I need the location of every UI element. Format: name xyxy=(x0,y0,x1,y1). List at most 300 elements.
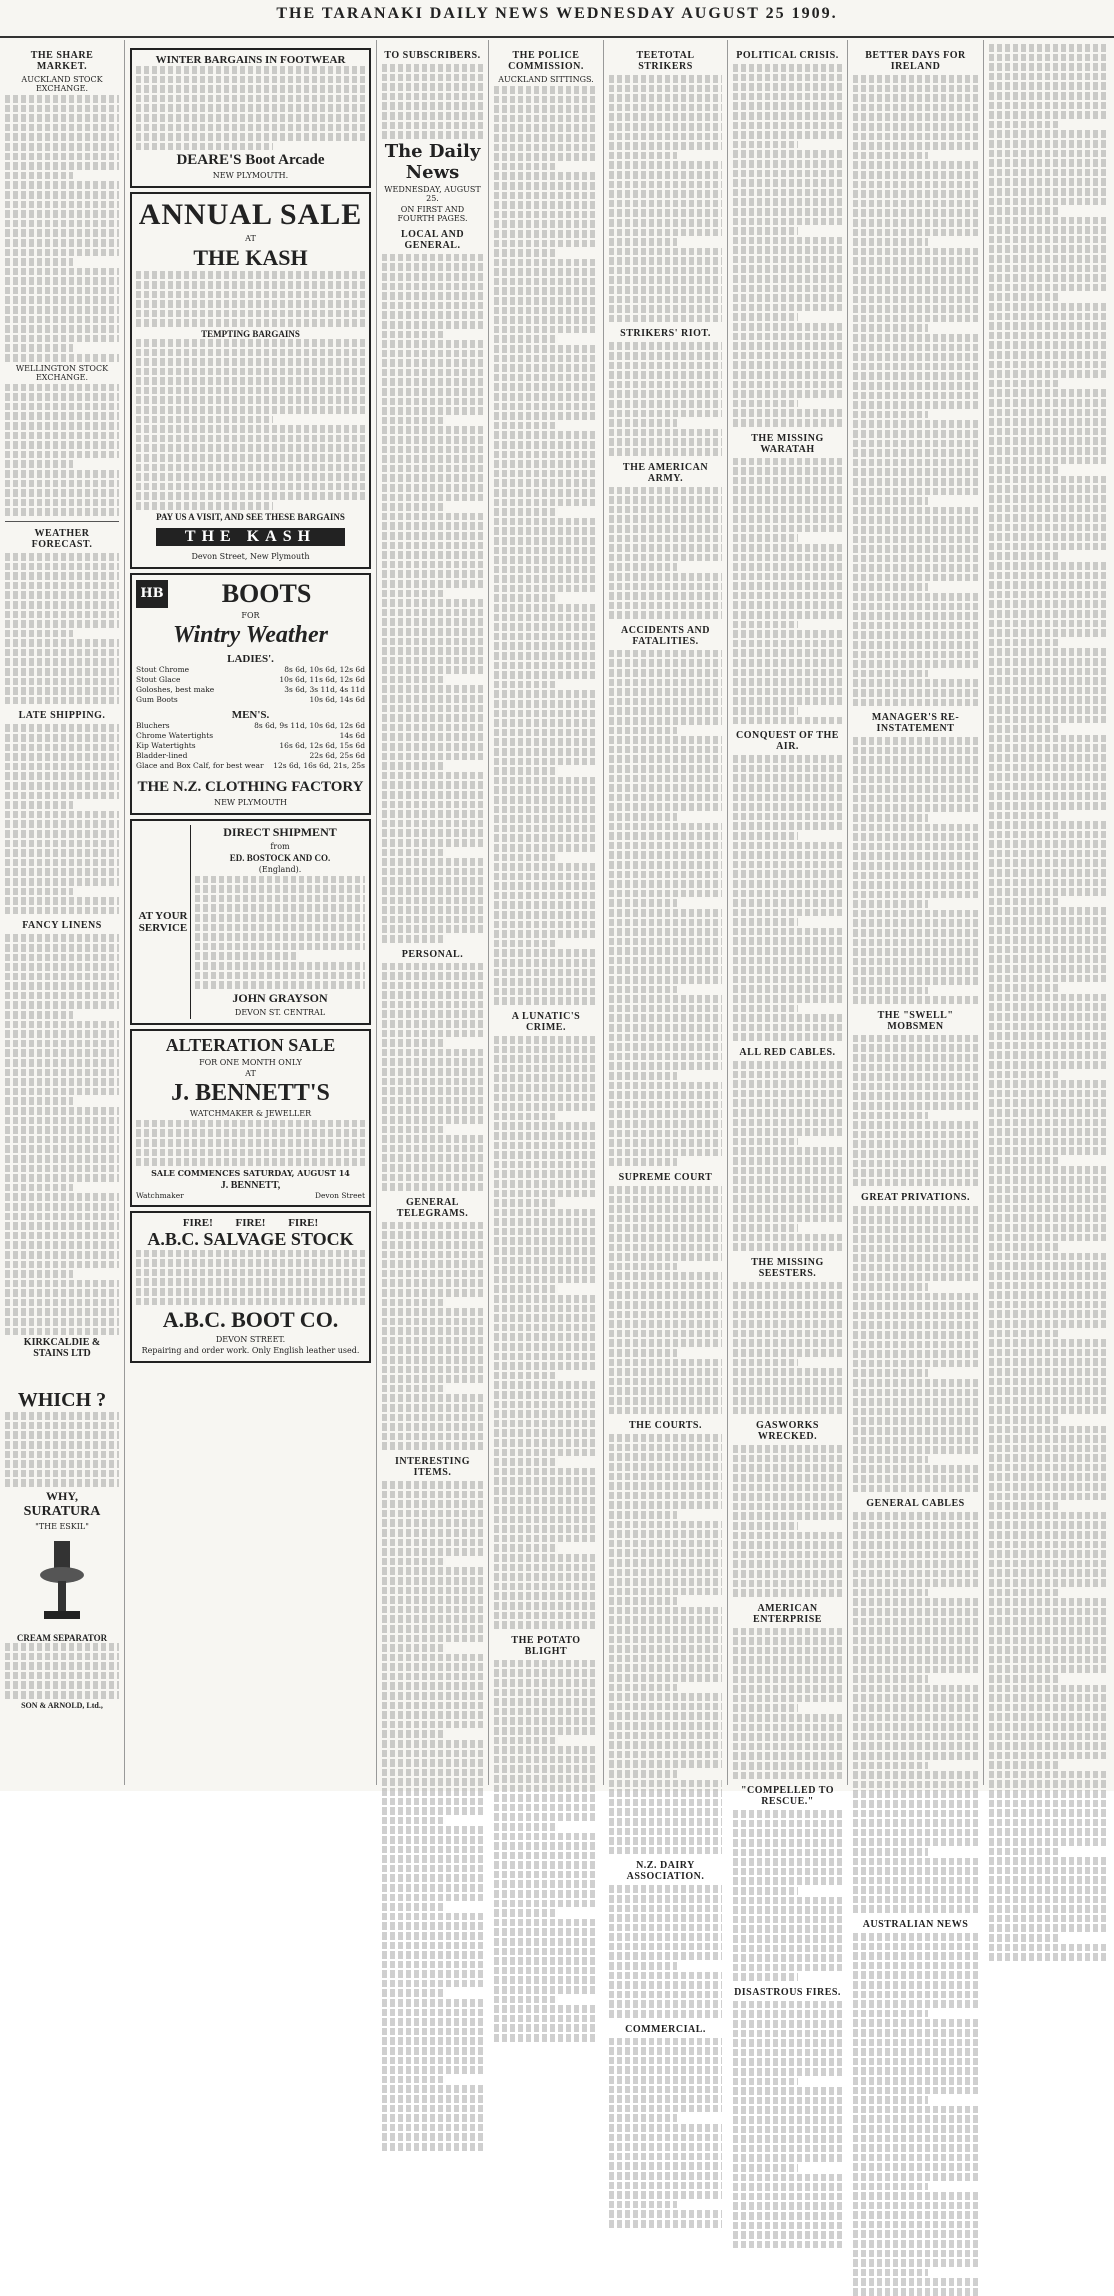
text-line xyxy=(609,1205,722,1213)
text-line xyxy=(989,1253,1109,1261)
column-6 xyxy=(728,40,848,1998)
text-line xyxy=(733,621,798,629)
text-line xyxy=(853,1981,978,1989)
text-line xyxy=(494,1986,598,1994)
text-line xyxy=(609,2105,722,2113)
text-line xyxy=(733,1695,842,1703)
text-line xyxy=(136,377,365,385)
text-line xyxy=(494,1823,556,1831)
text-line xyxy=(382,340,483,348)
price-row xyxy=(136,675,365,685)
text-line xyxy=(609,1751,722,1759)
text-line xyxy=(609,2124,722,2132)
text-line xyxy=(989,629,1109,637)
text-line xyxy=(609,75,722,83)
text-line xyxy=(494,403,598,411)
text-line xyxy=(494,719,598,727)
text-line xyxy=(989,1349,1109,1357)
text-line xyxy=(494,1842,598,1850)
text-line xyxy=(494,930,598,938)
text-line xyxy=(5,239,119,247)
text-line xyxy=(382,522,483,530)
text-line xyxy=(5,403,119,411)
text-line xyxy=(733,1349,842,1357)
text-line xyxy=(733,1407,842,1415)
text-line xyxy=(989,898,1061,906)
text-line xyxy=(5,1232,119,1240)
text-line xyxy=(494,1785,598,1793)
text-line xyxy=(494,441,598,449)
text-line xyxy=(853,1073,978,1081)
text-line xyxy=(494,192,598,200)
text-line xyxy=(382,714,483,722)
text-line xyxy=(853,2211,978,2219)
text-line xyxy=(609,1511,677,1519)
text-line xyxy=(989,1042,1109,1050)
text-line xyxy=(609,976,722,984)
text-line xyxy=(989,1473,1109,1481)
text-line xyxy=(609,1924,722,1932)
text-line xyxy=(989,1243,1061,1251)
column-4 xyxy=(489,40,604,1785)
text-line xyxy=(853,1092,978,1100)
text-line xyxy=(494,786,598,794)
text-line xyxy=(733,1551,842,1559)
text-line xyxy=(853,545,978,553)
text-line xyxy=(494,796,598,804)
text-line xyxy=(609,2201,677,2209)
text-line xyxy=(853,440,978,448)
price-row xyxy=(136,685,365,695)
text-line xyxy=(733,458,842,466)
text-line xyxy=(733,1733,842,1741)
text-line xyxy=(733,1945,842,1953)
text-line xyxy=(494,901,598,909)
text-line xyxy=(853,1943,978,1951)
text-line xyxy=(5,907,119,915)
text-line xyxy=(733,1906,842,1914)
text-line xyxy=(989,293,1061,301)
text-line xyxy=(609,381,722,389)
text-line xyxy=(382,1318,483,1326)
text-line xyxy=(853,1369,928,1377)
text-line xyxy=(382,1759,483,1767)
text-line xyxy=(733,2135,842,2143)
text-line xyxy=(989,1109,1109,1117)
text-line xyxy=(382,1587,483,1595)
price-row xyxy=(136,665,365,675)
text-line xyxy=(609,794,722,802)
text-line xyxy=(609,113,722,121)
text-line xyxy=(733,189,842,197)
text-line xyxy=(494,1621,598,1629)
text-line xyxy=(382,2105,483,2113)
text-line xyxy=(382,1654,483,1662)
text-line xyxy=(494,1324,598,1332)
text-line xyxy=(989,620,1109,628)
text-line xyxy=(5,678,119,686)
text-line xyxy=(733,755,842,763)
text-line xyxy=(382,1682,483,1690)
text-line xyxy=(733,649,842,657)
text-line xyxy=(494,1113,556,1121)
text-line xyxy=(494,1333,598,1341)
text-line xyxy=(853,1905,978,1913)
text-line xyxy=(733,218,842,226)
text-line xyxy=(494,1199,556,1207)
text-line xyxy=(382,1375,483,1383)
text-line xyxy=(5,1107,119,1115)
text-line xyxy=(494,134,598,142)
text-line xyxy=(136,416,273,424)
text-line xyxy=(382,1951,483,1959)
text-line xyxy=(733,1014,842,1022)
text-line xyxy=(609,1434,722,1442)
text-line xyxy=(853,929,978,937)
text-line xyxy=(989,879,1109,887)
text-line xyxy=(989,1205,1109,1213)
text-line xyxy=(5,451,119,459)
text-line xyxy=(989,1234,1109,1242)
text-line xyxy=(853,1952,978,1960)
reinstatement-heading: MANAGER'S RE-INSTATEMENT xyxy=(871,712,960,735)
text-line xyxy=(853,2183,928,2191)
text-line xyxy=(609,161,722,169)
text-line xyxy=(609,602,722,610)
text-line xyxy=(609,842,722,850)
text-line xyxy=(5,724,119,732)
text-line xyxy=(733,1147,842,1155)
text-line xyxy=(494,1554,598,1562)
text-line xyxy=(733,1897,842,1905)
text-line xyxy=(382,2057,483,2065)
winter-bargains-heading: WINTER BARGAINS IN FOOTWEAR xyxy=(155,54,346,66)
text-line xyxy=(5,849,119,857)
text-line xyxy=(853,1886,978,1894)
text-line xyxy=(609,1473,722,1481)
text-line xyxy=(853,1618,978,1626)
text-line xyxy=(382,2009,483,2017)
text-line xyxy=(853,1112,928,1120)
text-line xyxy=(989,706,1109,714)
text-line xyxy=(609,919,722,927)
text-line xyxy=(853,248,978,256)
text-line xyxy=(853,756,978,764)
text-line xyxy=(853,1522,978,1530)
text-line xyxy=(494,355,598,363)
text-line xyxy=(989,1512,1109,1520)
text-line xyxy=(853,583,928,591)
text-line xyxy=(609,190,722,198)
text-line xyxy=(733,976,842,984)
grayson-heading: JOHN GRAYSON xyxy=(232,990,328,1005)
text-line xyxy=(853,574,978,582)
text-line xyxy=(494,470,598,478)
text-line xyxy=(989,169,1109,177)
text-line xyxy=(382,1874,483,1882)
text-line xyxy=(733,985,842,993)
text-line xyxy=(989,1454,1109,1462)
text-line xyxy=(733,1868,842,1876)
text-line xyxy=(733,995,842,1003)
text-line xyxy=(989,457,1109,465)
text-line xyxy=(609,1359,722,1367)
text-line xyxy=(5,1030,119,1038)
text-line xyxy=(989,1330,1061,1338)
text-line xyxy=(989,1023,1109,1031)
text-line xyxy=(5,480,119,488)
text-line xyxy=(382,1836,483,1844)
body-text-block xyxy=(609,1186,722,1414)
text-line xyxy=(853,2163,978,2171)
text-line xyxy=(853,1226,978,1234)
text-line xyxy=(853,1035,978,1043)
text-line xyxy=(382,1231,483,1239)
text-line xyxy=(195,904,365,912)
body-text-block xyxy=(609,342,722,455)
teetotal-strikers-heading: TEETOTAL STRIKERS xyxy=(636,50,695,72)
text-line xyxy=(494,1669,598,1677)
text-line xyxy=(382,474,483,482)
text-line xyxy=(609,1253,722,1261)
text-line xyxy=(5,277,119,285)
text-line xyxy=(989,1944,1109,1952)
text-line xyxy=(5,325,119,333)
text-line xyxy=(853,737,978,745)
text-line xyxy=(853,1389,978,1397)
text-line xyxy=(733,83,842,91)
text-line xyxy=(382,1039,443,1047)
text-line xyxy=(609,1828,722,1836)
text-line xyxy=(5,1653,119,1661)
text-line xyxy=(853,2067,978,2075)
text-line xyxy=(853,1216,978,1224)
text-line xyxy=(494,806,598,814)
text-line xyxy=(989,1435,1109,1443)
text-line xyxy=(136,291,365,299)
text-line xyxy=(989,668,1109,676)
text-line xyxy=(733,1445,842,1453)
item-name: Glace and Box Calf, for best wear xyxy=(136,760,264,770)
text-line xyxy=(609,1674,722,1682)
text-line xyxy=(853,1991,978,1999)
text-line xyxy=(733,544,842,552)
text-line xyxy=(494,566,598,574)
text-line xyxy=(989,226,1109,234)
text-line xyxy=(494,2015,598,2023)
text-line xyxy=(609,419,677,427)
text-line xyxy=(733,832,798,840)
text-line xyxy=(494,1976,598,1984)
text-line xyxy=(853,267,978,275)
text-line xyxy=(733,774,842,782)
text-line xyxy=(609,257,722,265)
text-line xyxy=(382,935,443,943)
text-line xyxy=(494,124,598,132)
text-line xyxy=(989,562,1109,570)
text-line xyxy=(733,669,842,677)
body-text-block xyxy=(136,271,365,327)
text-line xyxy=(989,802,1109,810)
body-text-block xyxy=(853,1035,978,1187)
text-line xyxy=(5,753,119,761)
suratura-heading: SURATURA xyxy=(23,1504,101,1519)
text-line xyxy=(494,307,598,315)
text-line xyxy=(5,744,119,752)
text-line xyxy=(733,1387,842,1395)
text-line xyxy=(989,1387,1109,1395)
body-text-block xyxy=(136,66,365,150)
text-line xyxy=(853,2269,928,2277)
text-line xyxy=(609,544,722,552)
text-line xyxy=(733,1128,842,1136)
text-line xyxy=(853,2144,978,2152)
text-line xyxy=(853,1685,978,1693)
text-line xyxy=(609,200,722,208)
text-line xyxy=(5,306,119,314)
text-line xyxy=(989,1569,1109,1577)
text-line xyxy=(733,1829,842,1837)
text-line xyxy=(733,342,842,350)
text-line xyxy=(609,1616,722,1624)
text-line xyxy=(382,1807,483,1815)
text-line xyxy=(609,1234,722,1242)
text-line xyxy=(494,642,598,650)
text-line xyxy=(853,1637,978,1645)
item-price: 10s 6d, 14s 6d xyxy=(309,694,365,704)
text-line xyxy=(494,1660,598,1668)
text-line xyxy=(609,659,722,667)
text-line xyxy=(853,1312,978,1320)
text-line xyxy=(853,2115,978,2123)
text-line xyxy=(382,1798,483,1806)
text-line xyxy=(382,1010,483,1018)
text-line xyxy=(494,182,598,190)
text-line xyxy=(989,1071,1061,1079)
text-line xyxy=(494,1506,598,1514)
text-line xyxy=(989,600,1109,608)
text-line xyxy=(494,1353,598,1361)
text-line xyxy=(853,2250,978,2258)
price-row xyxy=(136,721,365,731)
wintry-weather-heading: Wintry Weather xyxy=(173,621,328,648)
text-line xyxy=(609,1101,722,1109)
body-text-block xyxy=(609,75,722,322)
text-line xyxy=(609,1282,722,1290)
text-line xyxy=(494,1170,598,1178)
text-line xyxy=(989,744,1109,752)
text-line xyxy=(136,95,365,103)
text-line xyxy=(5,249,119,257)
text-line xyxy=(989,341,1109,349)
text-line xyxy=(382,513,483,521)
grayson-ad xyxy=(130,819,371,1025)
text-line xyxy=(382,916,483,924)
body-text-block xyxy=(136,1120,365,1166)
text-line xyxy=(609,1799,722,1807)
text-line xyxy=(609,1082,722,1090)
text-line xyxy=(494,1429,598,1437)
text-line xyxy=(733,1973,798,1981)
price-row xyxy=(136,761,365,771)
text-line xyxy=(609,1263,677,1271)
text-line xyxy=(989,485,1109,493)
text-line xyxy=(494,1439,598,1447)
text-line xyxy=(609,1301,722,1309)
body-text-block xyxy=(494,1660,598,2042)
text-line xyxy=(494,508,556,516)
text-line xyxy=(136,76,365,84)
text-line xyxy=(5,316,119,324)
text-line xyxy=(494,220,598,228)
text-line xyxy=(733,2020,842,2028)
text-line xyxy=(989,274,1109,282)
text-line xyxy=(382,254,483,262)
text-line xyxy=(5,973,119,981)
text-line xyxy=(5,563,119,571)
text-line xyxy=(853,161,978,169)
text-line xyxy=(853,1962,978,1970)
text-line xyxy=(733,880,842,888)
text-line xyxy=(494,556,598,564)
text-line xyxy=(733,400,798,408)
tempting-bargains: TEMPTING BARGAINS xyxy=(201,328,300,339)
text-line xyxy=(5,470,119,478)
text-line xyxy=(989,428,1109,436)
text-line xyxy=(853,1235,978,1243)
text-line xyxy=(382,273,483,281)
text-line xyxy=(382,2028,483,2036)
text-line xyxy=(853,133,978,141)
text-line xyxy=(733,1464,842,1472)
deare-place: NEW PLYMOUTH. xyxy=(212,171,289,181)
text-line xyxy=(382,1442,483,1450)
text-line xyxy=(136,319,365,327)
from-label: from xyxy=(270,841,290,851)
text-line xyxy=(733,2078,798,2086)
text-line xyxy=(5,210,119,218)
text-line xyxy=(382,122,483,130)
text-line xyxy=(989,447,1109,455)
text-line xyxy=(382,1961,483,1969)
text-line xyxy=(989,1320,1109,1328)
text-line xyxy=(5,354,119,362)
text-line xyxy=(989,754,1109,762)
text-line xyxy=(989,505,1109,513)
text-line xyxy=(989,1378,1109,1386)
text-line xyxy=(609,1291,722,1299)
text-line xyxy=(382,628,483,636)
text-line xyxy=(609,1482,722,1490)
text-line xyxy=(609,1559,722,1567)
daily-news-title: The Daily News xyxy=(384,140,481,183)
text-line xyxy=(609,1034,722,1042)
text-line xyxy=(853,833,978,841)
body-text-block xyxy=(733,458,842,725)
text-line xyxy=(733,160,842,168)
text-line xyxy=(382,1970,483,1978)
text-line xyxy=(853,420,978,428)
text-line xyxy=(989,1051,1109,1059)
text-line xyxy=(989,130,1109,138)
text-line xyxy=(382,801,483,809)
text-line xyxy=(733,170,842,178)
price-row xyxy=(136,695,365,705)
text-line xyxy=(989,284,1109,292)
text-line xyxy=(733,2087,842,2095)
text-line xyxy=(733,506,842,514)
text-line xyxy=(733,2193,842,2201)
